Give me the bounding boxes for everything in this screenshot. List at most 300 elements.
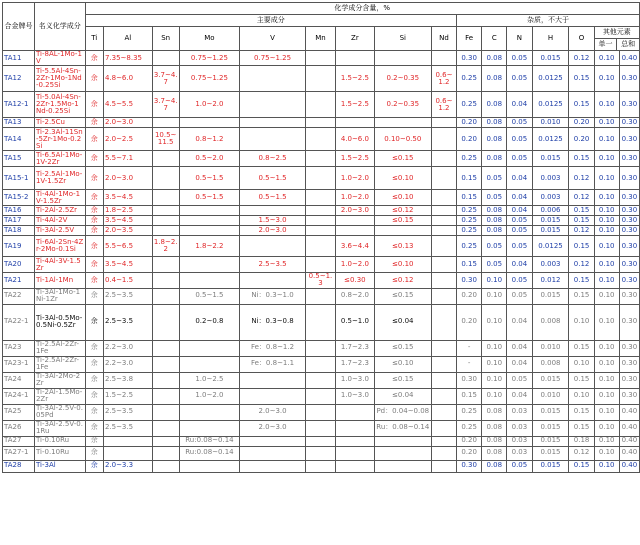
element-nd-cell — [431, 404, 456, 420]
impurity-o-cell: 0.12 — [569, 257, 594, 273]
element-nd-cell — [431, 372, 456, 388]
element-v-cell: 0.8~2.5 — [240, 151, 306, 167]
name-cell: Ti-6.5Al-1Mo-1V-2Zr — [34, 151, 85, 167]
impurity-n-cell: 0.05 — [507, 51, 532, 66]
impurity-fe-cell: 0.20 — [457, 446, 482, 460]
impurity-o-cell: 0.18 — [569, 436, 594, 446]
impurity-fe-cell: 0.30 — [457, 273, 482, 288]
other-elements-header — [594, 27, 639, 51]
impurity-n-cell: 0.05 — [507, 460, 532, 472]
element-zr-cell: 1.7~2.3 — [336, 340, 375, 356]
element-mn-cell — [305, 128, 335, 151]
impurity-total-cell: 0.30 — [619, 66, 639, 92]
other-elements-subheader — [595, 39, 639, 50]
grade-cell: TA13 — [3, 118, 35, 128]
impurity-total-cell: 0.30 — [619, 167, 639, 190]
element-ti-cell: 余 — [85, 167, 103, 190]
impurity-h-cell: 0.015 — [532, 51, 569, 66]
element-mn-cell — [305, 420, 335, 436]
impurity-n-cell: 0.05 — [507, 151, 532, 167]
element-ti-cell: 余 — [85, 404, 103, 420]
impurity-h-cell: 0.0125 — [532, 92, 569, 118]
element-header-si: Si — [374, 27, 431, 51]
table-row — [3, 190, 640, 206]
impurity-o-cell: 0.12 — [569, 167, 594, 190]
impurity-n-cell: 0.04 — [507, 356, 532, 372]
element-sn-cell — [152, 226, 179, 236]
impurity-single-cell: 0.10 — [594, 356, 619, 372]
name-cell: Ti-3Al-2.5V — [34, 226, 85, 236]
element-si-cell: Ru：0.08~0.14 — [374, 420, 431, 436]
impurity-total-cell: 0.30 — [619, 388, 639, 404]
name-cell: Ti-2Al-2.5Zr — [34, 206, 85, 216]
total-header: 总和 — [621, 40, 636, 48]
element-ti-cell: 余 — [85, 436, 103, 446]
impurity-c-cell: 0.05 — [482, 167, 507, 190]
element-si-cell — [374, 460, 431, 472]
element-nd-cell — [431, 460, 456, 472]
element-ti-cell: 余 — [85, 388, 103, 404]
impurity-o-cell: 0.15 — [569, 236, 594, 257]
name-header: 名义化学成分 — [34, 3, 85, 51]
name-cell: Ti-3Al-2.5V-0.05Pd — [34, 404, 85, 420]
grade-cell: TA24-1 — [3, 388, 35, 404]
name-cell: Ti-3Al-2Mo-2Zr — [34, 372, 85, 388]
element-zr-cell: 1.5~2.5 — [336, 151, 375, 167]
grade-cell: TA16 — [3, 206, 35, 216]
element-zr-cell: 1.0~2.0 — [336, 190, 375, 206]
impurity-c-cell: 0.10 — [482, 356, 507, 372]
impurity-c-cell: 0.10 — [482, 340, 507, 356]
composition-header: 化学成分含量，% — [85, 3, 640, 15]
element-zr-cell: 1.5~2.5 — [336, 66, 375, 92]
impurity-single-cell: 0.10 — [594, 167, 619, 190]
impurity-o-cell: 0.15 — [569, 92, 594, 118]
element-si-cell — [374, 226, 431, 236]
impurity-single-cell: 0.10 — [594, 151, 619, 167]
impurity-h-cell: 0.015 — [532, 460, 569, 472]
table-row — [3, 388, 640, 404]
impurity-n-cell: 0.03 — [507, 436, 532, 446]
name-cell: Ti-0.10Ru — [34, 436, 85, 446]
element-zr-cell: 3.6~4.4 — [336, 236, 375, 257]
element-mn-cell — [305, 340, 335, 356]
impurity-n-cell: 0.03 — [507, 420, 532, 436]
grade-cell: TA23-1 — [3, 356, 35, 372]
element-sn-cell — [152, 388, 179, 404]
element-zr-cell: 0.8~2.0 — [336, 288, 375, 304]
element-sn-cell — [152, 446, 179, 460]
impurity-total-cell: 0.30 — [619, 216, 639, 226]
element-sn-cell — [152, 288, 179, 304]
element-sn-cell — [152, 340, 179, 356]
element-mo-cell: Ru:0.08~0.14 — [179, 436, 240, 446]
impurity-total-cell: 0.30 — [619, 128, 639, 151]
impurity-c-cell: 0.08 — [482, 128, 507, 151]
table-row — [3, 118, 640, 128]
element-v-cell — [240, 460, 306, 472]
impurity-h-cell: 0.008 — [532, 356, 569, 372]
element-v-cell: 2.0~3.0 — [240, 404, 306, 420]
impurity-o-cell: 0.15 — [569, 66, 594, 92]
element-v-cell: 2.5~3.5 — [240, 257, 306, 273]
impurity-h-cell: 0.006 — [532, 206, 569, 216]
grade-cell: TA12 — [3, 66, 35, 92]
impurity-total-cell: 0.30 — [619, 190, 639, 206]
element-ti-cell: 余 — [85, 460, 103, 472]
element-si-cell: ≤0.04 — [374, 304, 431, 340]
impurity-fe-cell: 0.30 — [457, 460, 482, 472]
element-mo-cell: 0.5~1.5 — [179, 167, 240, 190]
impurity-c-cell: 0.08 — [482, 226, 507, 236]
element-v-cell — [240, 236, 306, 257]
element-ti-cell: 余 — [85, 304, 103, 340]
element-al-cell — [103, 436, 152, 446]
element-mo-cell: 1.0~2.5 — [179, 372, 240, 388]
element-si-cell: ≤0.10 — [374, 356, 431, 372]
element-sn-cell: 1.8~2.2 — [152, 236, 179, 257]
impurity-total-cell: 0.40 — [619, 460, 639, 472]
element-mn-cell — [305, 206, 335, 216]
impurity-single-cell: 0.10 — [594, 257, 619, 273]
element-al-cell: 1.5~2.5 — [103, 388, 152, 404]
element-v-cell — [240, 92, 306, 118]
element-mn-cell — [305, 92, 335, 118]
impurity-fe-cell: 0.25 — [457, 420, 482, 436]
impurity-total-cell: 0.30 — [619, 304, 639, 340]
table-row — [3, 92, 640, 118]
table-row — [3, 66, 640, 92]
name-cell: Ti-4Al-1Mo-1V-1.5Zr — [34, 190, 85, 206]
impurity-total-cell: 0.30 — [619, 206, 639, 216]
grade-cell: TA26 — [3, 420, 35, 436]
element-zr-cell: 1.0~2.0 — [336, 257, 375, 273]
grade-cell: TA22-1 — [3, 304, 35, 340]
impurity-c-cell: 0.08 — [482, 66, 507, 92]
element-zr-cell: 0.5~1.0 — [336, 304, 375, 340]
element-sn-cell — [152, 404, 179, 420]
element-si-cell: ≤0.15 — [374, 340, 431, 356]
impurity-n-cell: 0.05 — [507, 216, 532, 226]
element-al-cell: 2.5~3.5 — [103, 288, 152, 304]
other-elements-label: 其他元素 — [595, 27, 639, 39]
element-zr-cell — [336, 118, 375, 128]
element-v-cell: Ni：0.3~1.0 — [240, 288, 306, 304]
impurity-fe-cell: 0.20 — [457, 304, 482, 340]
element-ti-cell: 余 — [85, 118, 103, 128]
element-nd-cell — [431, 388, 456, 404]
impurity-fe-cell: - — [457, 340, 482, 356]
impurity-h-cell: 0.015 — [532, 288, 569, 304]
impurity-o-cell: 0.15 — [569, 206, 594, 216]
element-v-cell: Fe：0.8~1.2 — [240, 340, 306, 356]
impurity-n-cell: 0.04 — [507, 190, 532, 206]
impurity-o-cell: 0.15 — [569, 340, 594, 356]
grade-cell: TA14 — [3, 128, 35, 151]
table-row — [3, 436, 640, 446]
element-ti-cell: 余 — [85, 66, 103, 92]
element-mo-cell: 0.75~1.25 — [179, 66, 240, 92]
impurity-n-cell: 0.05 — [507, 226, 532, 236]
element-nd-cell — [431, 226, 456, 236]
element-sn-cell — [152, 372, 179, 388]
impurity-o-cell: 0.15 — [569, 273, 594, 288]
impurity-single-cell: 0.10 — [594, 420, 619, 436]
element-si-cell: ≤0.10 — [374, 190, 431, 206]
impurity-fe-cell: 0.20 — [457, 288, 482, 304]
impurity-fe-cell: - — [457, 356, 482, 372]
impurity-h-cell: 0.003 — [532, 167, 569, 190]
element-mn-cell — [305, 356, 335, 372]
element-si-cell: ≤0.10 — [374, 167, 431, 190]
element-v-cell — [240, 66, 306, 92]
element-al-cell: 2.0~3.0 — [103, 167, 152, 190]
element-zr-cell — [336, 226, 375, 236]
table-row — [3, 404, 640, 420]
element-ti-cell: 余 — [85, 356, 103, 372]
element-header-h: H — [532, 27, 569, 51]
grade-cell: TA17 — [3, 216, 35, 226]
element-si-cell: ≤0.15 — [374, 288, 431, 304]
element-header-v: V — [240, 27, 306, 51]
element-ti-cell: 余 — [85, 151, 103, 167]
element-sn-cell — [152, 304, 179, 340]
element-mo-cell — [179, 257, 240, 273]
impurity-c-cell: 0.08 — [482, 460, 507, 472]
impurity-single-cell: 0.10 — [594, 118, 619, 128]
element-sn-cell — [152, 216, 179, 226]
element-si-cell: ≤0.13 — [374, 236, 431, 257]
element-v-cell: 2.0~3.0 — [240, 420, 306, 436]
impurity-n-cell: 0.05 — [507, 288, 532, 304]
element-nd-cell — [431, 190, 456, 206]
element-ti-cell: 余 — [85, 257, 103, 273]
element-si-cell: 0.10~0.50 — [374, 128, 431, 151]
element-al-cell: 0.4~1.5 — [103, 273, 152, 288]
element-header-c: C — [482, 27, 507, 51]
element-nd-cell — [431, 273, 456, 288]
element-mn-cell — [305, 118, 335, 128]
impurity-total-cell: 0.40 — [619, 446, 639, 460]
table-row — [3, 151, 640, 167]
element-header-o: O — [569, 27, 594, 51]
impurity-h-cell: 0.010 — [532, 388, 569, 404]
element-ti-cell: 余 — [85, 92, 103, 118]
element-mo-cell — [179, 460, 240, 472]
impurity-o-cell: 0.15 — [569, 372, 594, 388]
element-zr-cell — [336, 420, 375, 436]
impurity-c-cell: 0.05 — [482, 257, 507, 273]
impurity-total-cell: 0.40 — [619, 51, 639, 66]
element-al-cell: 1.8~2.5 — [103, 206, 152, 216]
impurity-total-cell: 0.30 — [619, 92, 639, 118]
impurity-total-cell: 0.30 — [619, 372, 639, 388]
element-nd-cell — [431, 236, 456, 257]
element-v-cell — [240, 118, 306, 128]
impurity-single-cell: 0.10 — [594, 236, 619, 257]
impurity-c-cell: 0.08 — [482, 420, 507, 436]
element-sn-cell: 10.5~11.5 — [152, 128, 179, 151]
element-ti-cell: 余 — [85, 51, 103, 66]
element-ti-cell: 余 — [85, 420, 103, 436]
impurity-n-cell: 0.04 — [507, 92, 532, 118]
element-zr-cell — [336, 460, 375, 472]
impurity-c-cell: 0.10 — [482, 372, 507, 388]
impurity-n-cell: 0.05 — [507, 273, 532, 288]
element-mo-cell: 0.8~1.2 — [179, 128, 240, 151]
element-mn-cell — [305, 216, 335, 226]
element-nd-cell — [431, 128, 456, 151]
element-si-cell — [374, 436, 431, 446]
element-header-n: N — [507, 27, 532, 51]
element-sn-cell — [152, 167, 179, 190]
impurity-o-cell: 0.15 — [569, 460, 594, 472]
impurity-h-cell: 0.010 — [532, 118, 569, 128]
grade-cell: TA15-1 — [3, 167, 35, 190]
impurity-c-cell: 0.08 — [482, 118, 507, 128]
name-cell: Ti-4Al-2V — [34, 216, 85, 226]
element-sn-cell — [152, 356, 179, 372]
impurity-total-cell: 0.30 — [619, 226, 639, 236]
element-nd-cell — [431, 420, 456, 436]
element-mo-cell — [179, 216, 240, 226]
grade-cell: TA15 — [3, 151, 35, 167]
impurity-single-cell: 0.10 — [594, 404, 619, 420]
impurity-c-cell: 0.10 — [482, 288, 507, 304]
impurity-single-cell: 0.10 — [594, 128, 619, 151]
impurity-fe-cell: 0.30 — [457, 372, 482, 388]
element-v-cell — [240, 273, 306, 288]
impurity-total-cell: 0.40 — [619, 404, 639, 420]
impurity-h-cell: 0.010 — [532, 340, 569, 356]
impurity-fe-cell: 0.25 — [457, 226, 482, 236]
element-al-cell: 4.5~5.5 — [103, 92, 152, 118]
element-v-cell: 0.5~1.5 — [240, 190, 306, 206]
impurity-c-cell: 0.08 — [482, 206, 507, 216]
element-nd-cell — [431, 206, 456, 216]
element-ti-cell: 余 — [85, 236, 103, 257]
element-ti-cell: 余 — [85, 190, 103, 206]
element-al-cell: 2.5~3.5 — [103, 404, 152, 420]
impurity-h-cell: 0.0125 — [532, 128, 569, 151]
name-cell: Ti-2.5Cu — [34, 118, 85, 128]
element-zr-cell — [336, 436, 375, 446]
grade-header: 合金牌号 — [3, 3, 35, 51]
name-cell: Ti-3Al-1Mo-1Ni-1Zr — [34, 288, 85, 304]
impurity-n-cell: 0.04 — [507, 257, 532, 273]
element-mo-cell: 1.8~2.2 — [179, 236, 240, 257]
impurity-n-cell: 0.04 — [507, 304, 532, 340]
name-cell: Ti-3Al-2.5V-0.1Ru — [34, 420, 85, 436]
impurity-fe-cell: 0.25 — [457, 206, 482, 216]
impurity-o-cell: 0.12 — [569, 446, 594, 460]
impurity-single-cell: 0.10 — [594, 372, 619, 388]
name-cell: Ti-8AL-1Mo-1V — [34, 51, 85, 66]
impurity-n-cell: 0.03 — [507, 404, 532, 420]
element-v-cell: 1.5~3.0 — [240, 216, 306, 226]
element-mo-cell — [179, 118, 240, 128]
element-zr-cell — [336, 216, 375, 226]
element-nd-cell — [431, 356, 456, 372]
impurity-total-cell: 0.30 — [619, 340, 639, 356]
table-row — [3, 167, 640, 190]
element-mn-cell — [305, 436, 335, 446]
impurity-c-cell: 0.10 — [482, 304, 507, 340]
element-al-cell: 2.5~3.5 — [103, 420, 152, 436]
impurity-fe-cell: 0.15 — [457, 167, 482, 190]
element-zr-cell: 1.0~3.0 — [336, 372, 375, 388]
name-cell: Ti-6Al-2Sn-4Zr-2Mo-0.1Si — [34, 236, 85, 257]
element-sn-cell: 3.7~4.7 — [152, 92, 179, 118]
element-zr-cell: 1.7~2.3 — [336, 356, 375, 372]
impurity-single-cell: 0.10 — [594, 340, 619, 356]
element-mo-cell: 1.0~2.0 — [179, 92, 240, 118]
impurity-o-cell: 0.12 — [569, 226, 594, 236]
impurity-o-cell: 0.15 — [569, 151, 594, 167]
element-sn-cell — [152, 460, 179, 472]
impurity-h-cell: 0.015 — [532, 226, 569, 236]
element-zr-cell: ≤0.30 — [336, 273, 375, 288]
impurity-single-cell: 0.10 — [594, 51, 619, 66]
titanium-alloy-composition-table — [2, 2, 640, 473]
element-v-cell: 0.5~1.5 — [240, 167, 306, 190]
name-cell: Ti-2.5Al-2Zr-1Fe — [34, 356, 85, 372]
impurity-o-cell: 0.15 — [569, 404, 594, 420]
grade-cell: TA15-2 — [3, 190, 35, 206]
impurity-o-cell: 0.15 — [569, 420, 594, 436]
impurity-total-cell: 0.30 — [619, 273, 639, 288]
impurity-fe-cell: 0.20 — [457, 436, 482, 446]
element-al-cell: 5.5~7.1 — [103, 151, 152, 167]
impurity-single-cell: 0.10 — [594, 288, 619, 304]
element-sn-cell — [152, 206, 179, 216]
table-row — [3, 304, 640, 340]
impurity-c-cell: 0.08 — [482, 446, 507, 460]
table-row — [3, 273, 640, 288]
table-row — [3, 288, 640, 304]
impurity-o-cell: 0.20 — [569, 118, 594, 128]
element-nd-cell — [431, 288, 456, 304]
element-mn-cell — [305, 226, 335, 236]
impurity-fe-cell: 0.25 — [457, 92, 482, 118]
element-v-cell — [240, 372, 306, 388]
element-al-cell: 2.5~3.8 — [103, 372, 152, 388]
element-ti-cell: 余 — [85, 372, 103, 388]
element-si-cell: ≤0.10 — [374, 257, 431, 273]
element-al-cell — [103, 446, 152, 460]
single-header: 单一 — [595, 39, 618, 50]
impurity-fe-cell: 0.15 — [457, 257, 482, 273]
impurity-single-cell: 0.10 — [594, 66, 619, 92]
element-ti-cell: 余 — [85, 128, 103, 151]
element-mo-cell: Ru:0.08~0.14 — [179, 446, 240, 460]
impurity-fe-cell: 0.20 — [457, 118, 482, 128]
impurity-fe-cell: 0.25 — [457, 404, 482, 420]
impurity-h-cell: 0.015 — [532, 404, 569, 420]
element-mo-cell — [179, 226, 240, 236]
element-zr-cell — [336, 51, 375, 66]
element-si-cell — [374, 51, 431, 66]
element-si-cell — [374, 446, 431, 460]
element-nd-cell — [431, 151, 456, 167]
element-nd-cell — [431, 257, 456, 273]
element-mn-cell — [305, 167, 335, 190]
element-v-cell: 2.0~3.0 — [240, 226, 306, 236]
element-mn-cell — [305, 446, 335, 460]
impurity-h-cell: 0.0125 — [532, 66, 569, 92]
impurity-h-cell: 0.015 — [532, 446, 569, 460]
grade-cell: TA28 — [3, 460, 35, 472]
